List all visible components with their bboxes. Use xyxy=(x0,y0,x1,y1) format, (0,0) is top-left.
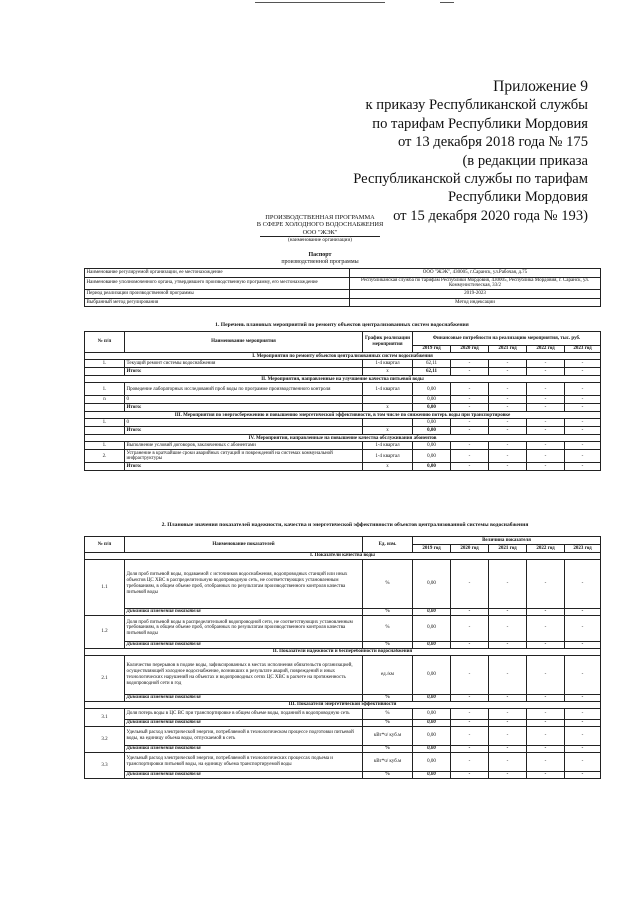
row-value: - xyxy=(451,360,489,368)
row-value: - xyxy=(565,727,601,746)
row-indicator: Доля проб питьевой воды в распределительной водопроводной сети, не соответствующих установленным требованиям, в общем объеме проб, отобранных по результатам производственного контроля качества питьевой воды xyxy=(125,616,363,642)
passport-subtitle: производственной программы xyxy=(281,259,359,265)
row-indicator: Удельный расход электрической энергии, потребляемой в технологических процессах подъема и транспортировки питьевой воды, на единицу объема транспортируемой воды xyxy=(125,753,363,772)
table-row xyxy=(85,656,601,695)
appendix-line: к приказу Республиканской службы xyxy=(365,97,588,114)
row-value: 0,00 xyxy=(413,442,451,450)
dynamics-value: 0,00 xyxy=(413,745,451,752)
row-value: - xyxy=(565,450,601,463)
appendix-line: по тарифам Республики Мордовия xyxy=(372,115,588,132)
table-row xyxy=(85,450,601,463)
row-num xyxy=(85,368,125,376)
row-value: 0,00 xyxy=(413,404,451,412)
group-title: III. Мероприятия по энергосбережению и повышению энергетической эффективности, в том числе по снижению потерь воды при транспортировке xyxy=(85,412,601,419)
group-title: II. Мероприятия, направленные на улучшение качества питьевой воды xyxy=(85,376,601,383)
row-value: 0,00 xyxy=(413,616,451,642)
row-value: - xyxy=(565,404,601,412)
dynamics-value: 0,00 xyxy=(413,694,451,701)
col-year: 2020 год xyxy=(451,545,489,553)
row-unit: кВт*ч/ куб.м xyxy=(363,753,413,772)
program-subtitle: В СФЕРЕ ХОЛОДНОГО ВОДОСНАБЖЕНИЯ xyxy=(256,221,384,229)
dynamics-value: - xyxy=(451,771,489,778)
dynamics-value: - xyxy=(565,608,601,615)
row-value: - xyxy=(451,560,489,609)
row-value: 0,00 xyxy=(413,463,451,471)
row-num: 2. xyxy=(85,450,125,463)
passport-row xyxy=(85,269,601,278)
row-value: 0,00 xyxy=(413,753,451,772)
row-value: - xyxy=(565,709,601,720)
dynamics-value: - xyxy=(489,641,527,648)
row-value: - xyxy=(527,383,565,396)
col-num: № п/п xyxy=(85,537,125,553)
table-row xyxy=(85,360,601,368)
row-num xyxy=(85,427,125,435)
col-year: 2021 год xyxy=(489,346,527,353)
table-row xyxy=(85,560,601,609)
program-heading xyxy=(0,214,640,245)
dynamics-label: Динамика изменения показателя xyxy=(125,608,363,615)
row-value: - xyxy=(527,368,565,376)
row-measure: Итого: xyxy=(125,368,363,376)
col-year: 2019 год xyxy=(413,346,451,353)
repair-measures-table xyxy=(84,331,601,471)
row-value: - xyxy=(451,463,489,471)
group-title: IV. Мероприятия, направленные на повышение качества обслуживания абонентов xyxy=(85,435,601,442)
row-value: 0,00 xyxy=(413,396,451,404)
total-row xyxy=(85,427,601,435)
dynamics-value: - xyxy=(489,719,527,726)
dynamics-value: - xyxy=(565,771,601,778)
row-value: - xyxy=(527,616,565,642)
row-value: - xyxy=(451,419,489,427)
organization-caption: (наименование организации) xyxy=(260,236,380,244)
row-num: 1. xyxy=(85,383,125,396)
table-row xyxy=(85,442,601,450)
passport-row xyxy=(85,290,601,299)
scan-artifact xyxy=(255,2,385,3)
row-schedule: 1-4 квартал xyxy=(363,450,413,463)
row-value: - xyxy=(527,360,565,368)
row-indicator: Доля потерь воды в ЦС ВС при транспортировке в общем объеме воды, поданной в водопроводную сеть xyxy=(125,709,363,720)
row-measure: Текущий ремонт системы водоснабжения xyxy=(125,360,363,368)
row-value: - xyxy=(451,753,489,772)
dynamics-value: 0,00 xyxy=(413,608,451,615)
row-value: - xyxy=(527,442,565,450)
total-row xyxy=(85,404,601,412)
group-header-row xyxy=(85,412,601,419)
row-value: - xyxy=(489,616,527,642)
row-value: - xyxy=(527,450,565,463)
indicators-table xyxy=(84,536,601,779)
dynamics-value: - xyxy=(489,608,527,615)
dynamics-unit: % xyxy=(363,771,413,778)
group-title: III. Показатели энергетической эффективности xyxy=(85,702,601,709)
row-value: - xyxy=(527,753,565,772)
row-value: - xyxy=(451,656,489,695)
dynamics-value: - xyxy=(527,771,565,778)
row-value: 0,00 xyxy=(413,419,451,427)
dynamics-value: - xyxy=(489,745,527,752)
dynamics-unit: % xyxy=(363,694,413,701)
col-schedule: График реализации мероприятия xyxy=(363,332,413,353)
dynamics-unit: % xyxy=(363,608,413,615)
row-schedule: х xyxy=(363,368,413,376)
row-value: - xyxy=(451,396,489,404)
dynamics-label: Динамика изменения показателя xyxy=(125,719,363,726)
row-unit: кВт*ч/ куб.м xyxy=(363,727,413,746)
dynamics-label: Динамика изменения показателя xyxy=(125,771,363,778)
section2-title: 2. Плановые значения показателей надежности, качества и энергетической эффективности объектов централизованной системы водоснабжения xyxy=(161,522,529,528)
dynamics-unit: % xyxy=(363,719,413,726)
dynamics-value: - xyxy=(527,608,565,615)
row-indicator: Удельный расход электрической энергии, потребляемой в технологическом процессе подготовки питьевой воды, на единицу объема воды, отпускаемой в сеть xyxy=(125,727,363,746)
col-year: 2021 год xyxy=(489,545,527,553)
dynamics-value: - xyxy=(565,694,601,701)
dynamics-value: - xyxy=(527,719,565,726)
row-value: - xyxy=(451,383,489,396)
row-value: - xyxy=(527,396,565,404)
row-value: 0,00 xyxy=(413,656,451,695)
row-value: - xyxy=(527,560,565,609)
col-unit: Ед. изм. xyxy=(363,537,413,553)
row-unit: % xyxy=(363,616,413,642)
row-value: - xyxy=(527,419,565,427)
passport-label: Наименование регулируемой организации, ее местонахождение xyxy=(85,269,350,278)
row-value: - xyxy=(489,727,527,746)
passport-value: 2019-2023 xyxy=(350,290,601,299)
row-value: - xyxy=(527,404,565,412)
passport-heading xyxy=(0,252,640,266)
row-num: 3.2 xyxy=(85,727,125,753)
table-row xyxy=(85,419,601,427)
table-row xyxy=(85,709,601,720)
row-num: 1. xyxy=(85,419,125,427)
row-value: - xyxy=(565,427,601,435)
row-value: - xyxy=(489,560,527,609)
passport-value: ООО "ЖЭК", 430005, г.Саранск, ул.Рабочая, д.75 xyxy=(350,269,601,278)
group-title: I. Показатели качества воды xyxy=(85,553,601,560)
row-value: - xyxy=(489,463,527,471)
row-value: - xyxy=(527,656,565,695)
passport-row xyxy=(85,277,601,289)
scan-artifact xyxy=(440,2,454,3)
appendix-header xyxy=(228,78,588,225)
col-year: 2022 год xyxy=(527,545,565,553)
col-indicator: Наименование показателей xyxy=(125,537,363,553)
row-value: - xyxy=(565,442,601,450)
row-num: 3.3 xyxy=(85,753,125,779)
row-schedule: 1-4 квартал xyxy=(363,360,413,368)
table-row xyxy=(85,383,601,396)
row-value: - xyxy=(565,383,601,396)
dynamics-row xyxy=(85,608,601,615)
dynamics-value: 0,00 xyxy=(413,641,451,648)
row-value: - xyxy=(489,368,527,376)
appendix-line: Республиканской службы по тарифам xyxy=(353,171,588,188)
row-measure: Проведение лабораторных исследований проб воды по программе производственного контроля xyxy=(125,383,363,396)
row-num: 1. xyxy=(85,360,125,368)
row-value: 0,00 xyxy=(413,427,451,435)
row-value: - xyxy=(565,656,601,695)
appendix-line: (в редакции приказа xyxy=(462,152,588,169)
row-unit: % xyxy=(363,560,413,609)
row-value: - xyxy=(451,404,489,412)
row-schedule: 1-4 квартал xyxy=(363,442,413,450)
row-value: - xyxy=(489,656,527,695)
dynamics-value: 0,00 xyxy=(413,771,451,778)
dynamics-row xyxy=(85,641,601,648)
row-value: - xyxy=(489,427,527,435)
dynamics-label: Динамика изменения показателя xyxy=(125,694,363,701)
row-measure: Итого: xyxy=(125,404,363,412)
col-finance: Финансовые потребности на реализацию мероприятия, тыс. руб. xyxy=(413,332,601,346)
total-row xyxy=(85,368,601,376)
dynamics-row xyxy=(85,694,601,701)
row-value: - xyxy=(451,442,489,450)
row-value: - xyxy=(565,463,601,471)
row-measure: Выполнение условий договоров, заключенных с абонентами xyxy=(125,442,363,450)
dynamics-value: - xyxy=(451,745,489,752)
passport-table xyxy=(84,268,601,307)
dynamics-value: - xyxy=(489,771,527,778)
row-value: - xyxy=(489,383,527,396)
group-header-row xyxy=(85,702,601,709)
row-schedule: 1-4 квартал xyxy=(363,383,413,396)
passport-label: Период реализации производственной программы xyxy=(85,290,350,299)
row-value: 0,00 xyxy=(413,560,451,609)
col-year: 2023 год xyxy=(565,545,601,553)
organization-name: ООО "ЖЭК" xyxy=(302,228,338,236)
passport-row xyxy=(85,298,601,307)
passport-label: Наименование уполномоченного органа, утвердившего производственную программу, его местонахождение xyxy=(85,277,350,289)
passport-title: Паспорт xyxy=(308,252,332,258)
row-measure: Итого: xyxy=(125,463,363,471)
col-year: 2020 год xyxy=(451,346,489,353)
row-value: - xyxy=(565,419,601,427)
row-schedule: х xyxy=(363,427,413,435)
row-value: - xyxy=(489,419,527,427)
row-num xyxy=(85,404,125,412)
dynamics-value: 0,00 xyxy=(413,719,451,726)
row-schedule xyxy=(363,419,413,427)
appendix-line: от 15 декабря 2020 года № 193) xyxy=(393,207,588,224)
row-value: - xyxy=(489,404,527,412)
col-measure: Наименование мероприятия xyxy=(125,332,363,353)
dynamics-row xyxy=(85,745,601,752)
appendix-line: Республики Мордовия xyxy=(447,189,588,206)
dynamics-row xyxy=(85,719,601,726)
col-num: № п/п xyxy=(85,332,125,353)
table-row xyxy=(85,727,601,746)
row-value: - xyxy=(565,360,601,368)
dynamics-value: - xyxy=(451,694,489,701)
row-value: 0,00 xyxy=(413,383,451,396)
row-value: - xyxy=(489,709,527,720)
dynamics-label: Динамика изменения показателя xyxy=(125,641,363,648)
dynamics-row xyxy=(85,771,601,778)
dynamics-unit: % xyxy=(363,745,413,752)
row-value: - xyxy=(489,396,527,404)
row-value: - xyxy=(489,360,527,368)
row-value: - xyxy=(489,753,527,772)
section1-title: 1. Перечень плановых мероприятий по ремонту объектов централизованных систем водоснабжения xyxy=(215,322,469,328)
group-title: II. Показатели надежности и бесперебойности водоснабжения xyxy=(85,649,601,656)
dynamics-value: - xyxy=(565,745,601,752)
table-row xyxy=(85,616,601,642)
group-header-row xyxy=(85,553,601,560)
appendix-line: от 13 декабря 2018 года № 175 xyxy=(397,134,588,151)
row-value: - xyxy=(565,560,601,609)
dynamics-unit: % xyxy=(363,641,413,648)
row-value: - xyxy=(565,753,601,772)
row-value: - xyxy=(451,450,489,463)
dynamics-value: - xyxy=(527,641,565,648)
row-num: 1.2 xyxy=(85,616,125,649)
row-value: 62,11 xyxy=(413,368,451,376)
row-value: - xyxy=(527,463,565,471)
col-year: 2019 год xyxy=(413,545,451,553)
passport-value: Метод индексации xyxy=(350,298,601,307)
table-row xyxy=(85,396,601,404)
group-header-row xyxy=(85,435,601,442)
dynamics-value: - xyxy=(565,641,601,648)
row-value: - xyxy=(489,450,527,463)
group-header-row xyxy=(85,353,601,360)
row-value: - xyxy=(565,368,601,376)
dynamics-value: - xyxy=(527,694,565,701)
row-unit: % xyxy=(363,709,413,720)
dynamics-value: - xyxy=(489,694,527,701)
row-value: - xyxy=(565,616,601,642)
dynamics-value: - xyxy=(527,745,565,752)
passport-label: Выбранный метод регулирования xyxy=(85,298,350,307)
passport-value: Республиканская служба по тарифам Республики Мордовия, 430005, Республика Мордовия, г. Саранск, ул. Коммунистическая, 33/2 xyxy=(350,277,601,289)
total-row xyxy=(85,463,601,471)
row-schedule: х xyxy=(363,463,413,471)
dynamics-value: - xyxy=(565,719,601,726)
row-measure: 0 xyxy=(125,419,363,427)
col-year: 2022 год xyxy=(527,346,565,353)
row-indicator: Доля проб питьевой воды, подаваемой с источников водоснабжения, водопроводных станций или иных объектов ЦС ХВС в распределительную водопроводную сеть, не соответствующих установленным требованиям, в общем объеме проб, отобранных по результатам производственного контроля качества питьевой воды xyxy=(125,560,363,609)
row-num xyxy=(85,463,125,471)
group-header-row xyxy=(85,649,601,656)
row-schedule: х xyxy=(363,404,413,412)
row-num: 2.1 xyxy=(85,656,125,702)
row-measure: Устранение в кратчайшие сроки аварийных ситуаций и повреждений на системах коммунальной инфраструктуры xyxy=(125,450,363,463)
row-indicator: Количество перерывов в подаче воды, зафиксированных в местах исполнения обязательств организацией, осуществляющей холодное водоснабжение, возникших в результате аварий, повреждений и иных технологических нарушений на объектах и водопроводных сетях ЦС ХВС в расчете на протяженность водопроводной сети в год xyxy=(125,656,363,695)
row-schedule xyxy=(363,396,413,404)
row-value: - xyxy=(451,427,489,435)
row-unit: ед./км xyxy=(363,656,413,695)
row-value: 0,00 xyxy=(413,727,451,746)
row-value: - xyxy=(451,616,489,642)
program-title: ПРОИЗВОДСТВЕННАЯ ПРОГРАММА xyxy=(265,214,375,221)
row-value: 0,00 xyxy=(413,450,451,463)
row-value: - xyxy=(527,709,565,720)
appendix-line: Приложение 9 xyxy=(493,78,588,95)
row-num: n xyxy=(85,396,125,404)
row-value: - xyxy=(451,709,489,720)
row-value: - xyxy=(451,368,489,376)
group-title: I. Мероприятия по ремонту объектов централизованных систем водоснабжения xyxy=(85,353,601,360)
row-value: 62,11 xyxy=(413,360,451,368)
dynamics-value: - xyxy=(451,641,489,648)
row-value: - xyxy=(565,396,601,404)
table-row xyxy=(85,753,601,772)
col-value: Величина показателя xyxy=(413,537,601,545)
row-value: - xyxy=(527,427,565,435)
row-value: 0,00 xyxy=(413,709,451,720)
row-value: - xyxy=(489,442,527,450)
dynamics-value: - xyxy=(451,608,489,615)
row-num: 1.1 xyxy=(85,560,125,616)
col-year: 2023 год xyxy=(565,346,601,353)
row-measure: Итого: xyxy=(125,427,363,435)
row-num: 3.1 xyxy=(85,709,125,727)
dynamics-value: - xyxy=(451,719,489,726)
row-num: 1. xyxy=(85,442,125,450)
row-value: - xyxy=(451,727,489,746)
dynamics-label: Динамика изменения показателя xyxy=(125,745,363,752)
row-value: - xyxy=(527,727,565,746)
row-measure: 0 xyxy=(125,396,363,404)
group-header-row xyxy=(85,376,601,383)
